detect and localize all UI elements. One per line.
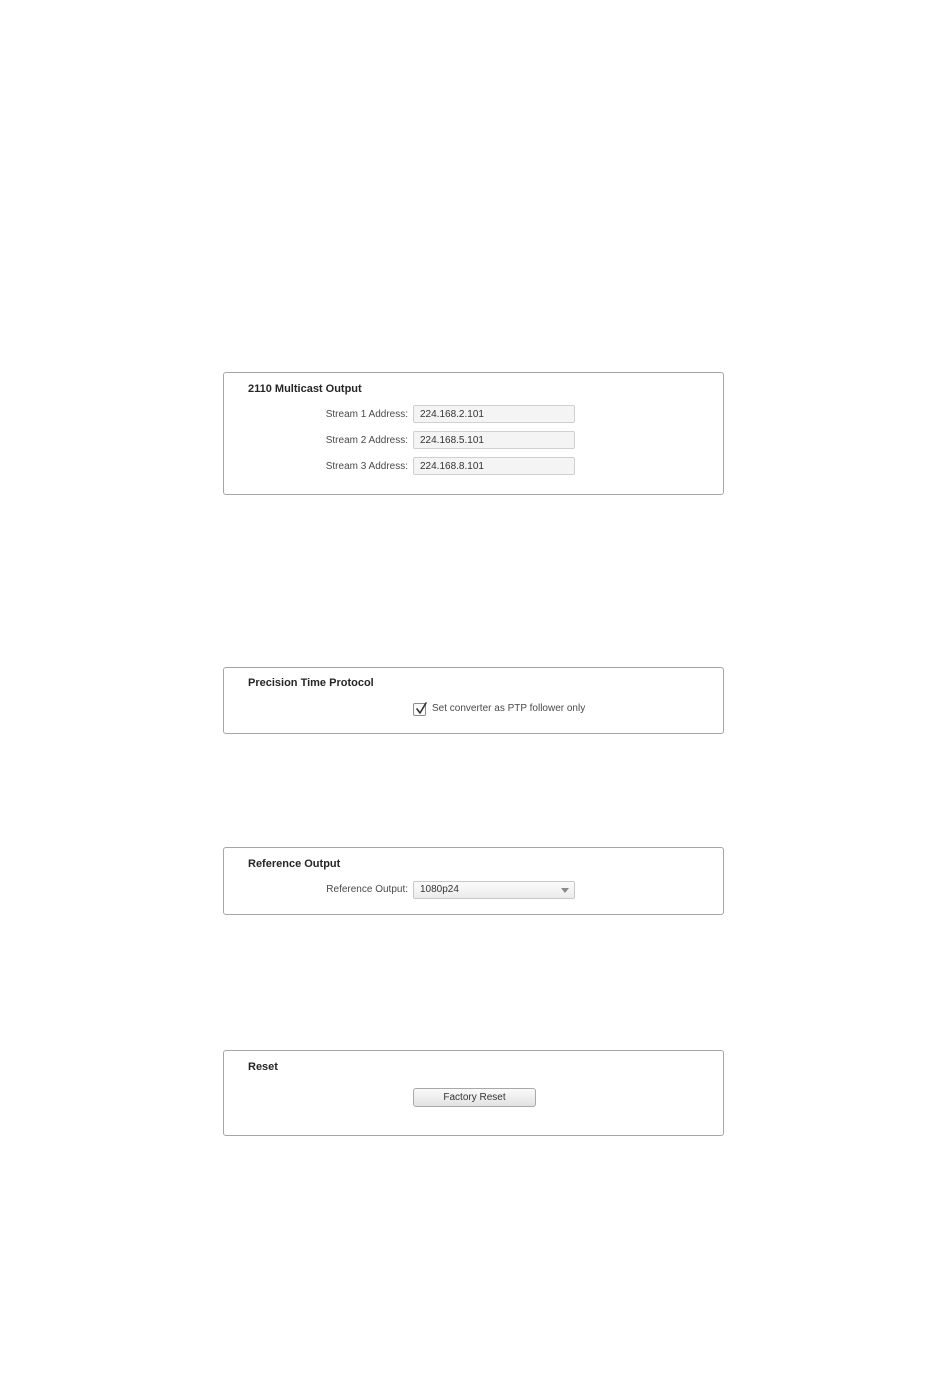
reference-output-panel bbox=[223, 847, 724, 915]
ptp-title: Precision Time Protocol bbox=[248, 677, 374, 689]
stream-3-address-input[interactable] bbox=[413, 457, 575, 475]
ptp-follower-label: Set converter as PTP follower only bbox=[432, 703, 586, 714]
reference-output-title: Reference Output bbox=[248, 858, 341, 870]
multicast-output-title: 2110 Multicast Output bbox=[248, 383, 362, 395]
multicast-output-panel bbox=[223, 372, 724, 495]
dropdown-arrow-icon bbox=[561, 888, 569, 893]
stream-2-address-label: Stream 2 Address: bbox=[325, 435, 408, 446]
ptp-follower-checkbox[interactable] bbox=[413, 703, 426, 716]
stream-2-address-input[interactable] bbox=[413, 431, 575, 449]
checkmark-icon bbox=[415, 702, 427, 715]
factory-reset-button[interactable]: Factory Reset bbox=[413, 1088, 536, 1107]
ptp-panel bbox=[223, 667, 724, 734]
stream-1-address-label: Stream 1 Address: bbox=[325, 409, 408, 420]
stream-3-address-label: Stream 3 Address: bbox=[325, 461, 408, 472]
reference-output-value: 1080p24 bbox=[420, 884, 459, 895]
reset-panel bbox=[223, 1050, 724, 1136]
stream-1-address-input[interactable] bbox=[413, 405, 575, 423]
reference-output-select[interactable] bbox=[413, 881, 575, 899]
reset-title: Reset bbox=[248, 1061, 278, 1073]
reference-output-label: Reference Output: bbox=[326, 884, 408, 895]
